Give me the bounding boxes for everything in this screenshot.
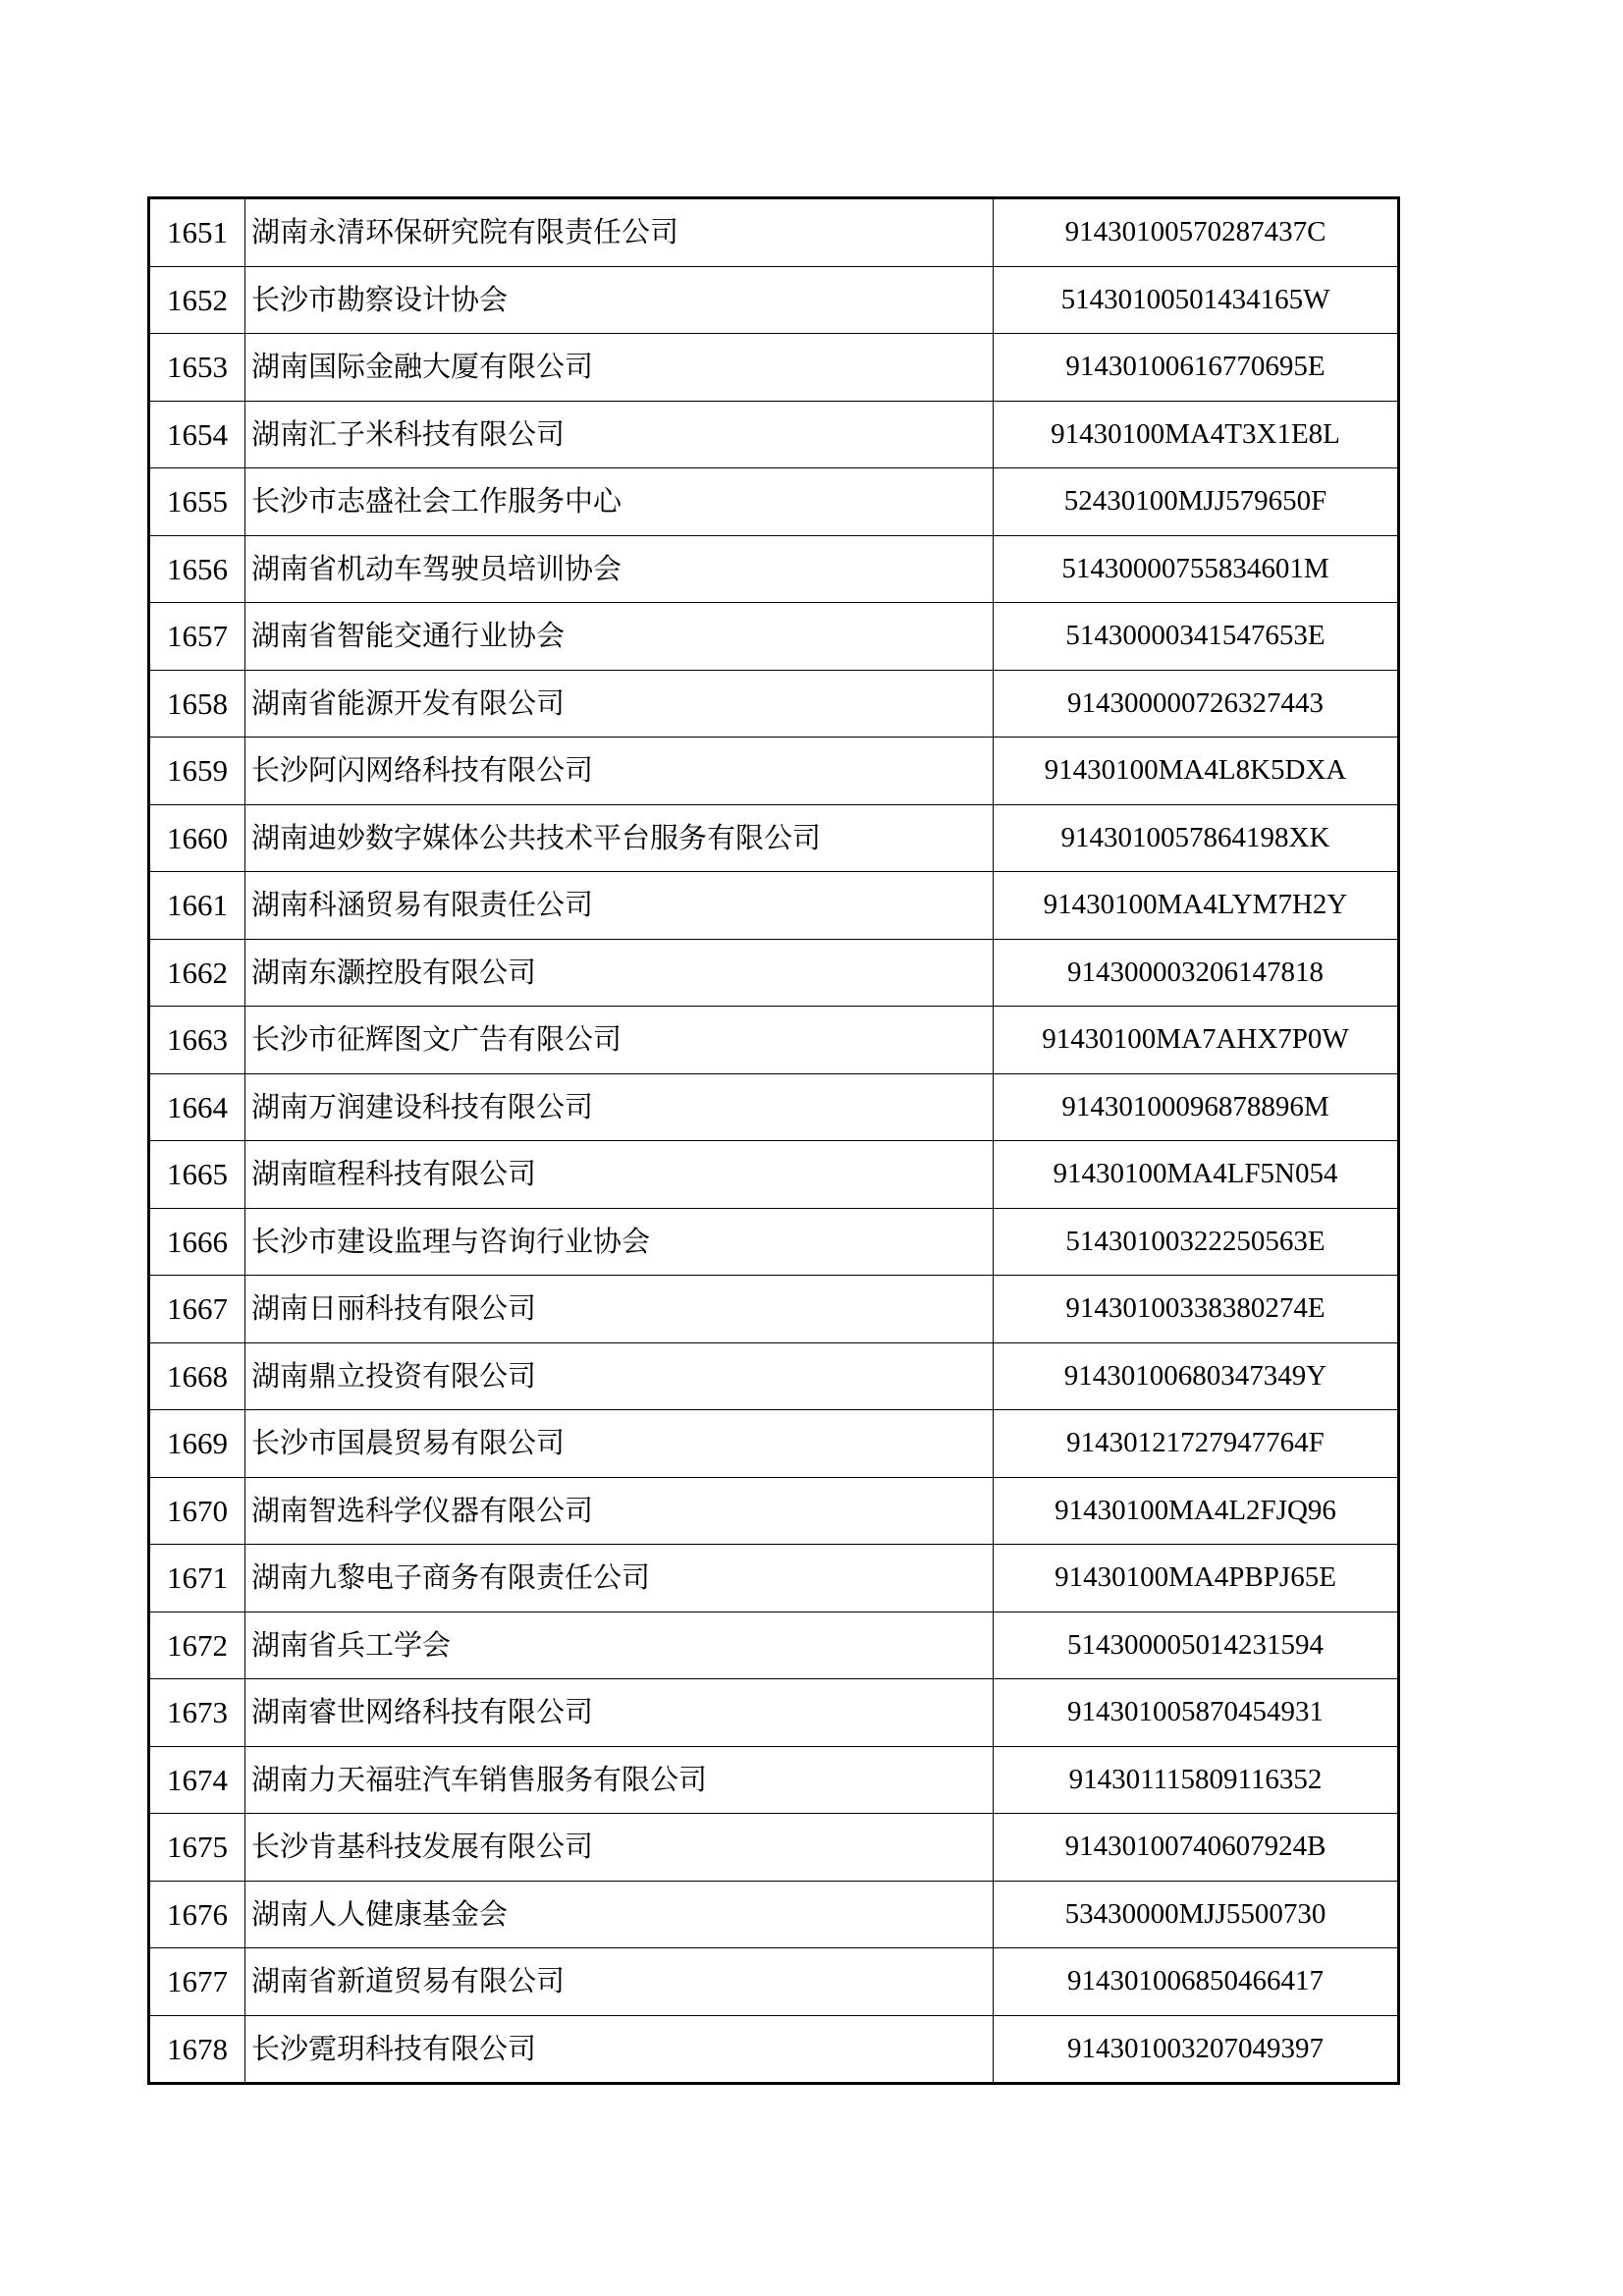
credit-code-cell: 91430100MA4LF5N054 [994,1141,1399,1209]
organization-name-cell: 湖南省机动车驾驶员培训协会 [245,535,994,603]
table-row [149,334,1399,402]
credit-code-cell: 91430100MA4PBPJ65E [994,1545,1399,1613]
row-number-cell: 1673 [149,1679,245,1747]
row-number-cell: 1669 [149,1410,245,1478]
organization-name-cell: 湖南人人健康基金会 [245,1881,994,1948]
organization-name-cell: 长沙阿闪网络科技有限公司 [245,738,994,805]
credit-code-cell: 91430100MA7AHX7P0W [994,1007,1399,1074]
table-row [149,1746,1399,1814]
row-number-cell: 1678 [149,2015,245,2084]
organization-name-cell: 湖南永清环保研究院有限责任公司 [245,198,994,267]
table-row [149,198,1399,267]
credit-code-cell: 914301006850466417 [994,1948,1399,2016]
credit-code-cell: 914301003207049397 [994,2015,1399,2084]
table-row [149,401,1399,468]
organization-name-cell: 长沙市国晨贸易有限公司 [245,1410,994,1478]
organization-name-cell: 湖南国际金融大厦有限公司 [245,334,994,402]
organization-name-cell: 湖南省新道贸易有限公司 [245,1948,994,2016]
credit-code-cell: 91430100740607924B [994,1814,1399,1882]
row-number-cell: 1661 [149,872,245,940]
table-row [149,1477,1399,1545]
row-number-cell: 1674 [149,1746,245,1814]
registry-table-body [149,198,1399,2084]
credit-code-cell: 91430121727947764F [994,1410,1399,1478]
table-row [149,1208,1399,1276]
organization-name-cell: 湖南智选科学仪器有限公司 [245,1477,994,1545]
table-row [149,2015,1399,2084]
organization-name-cell: 长沙市征辉图文广告有限公司 [245,1007,994,1074]
credit-code-cell: 91430100616770695E [994,334,1399,402]
row-number-cell: 1653 [149,334,245,402]
table-row [149,670,1399,738]
organization-name-cell: 湖南省智能交通行业协会 [245,603,994,671]
organization-name-cell: 长沙肯基科技发展有限公司 [245,1814,994,1882]
credit-code-cell: 91430100MA4L2FJQ96 [994,1477,1399,1545]
row-number-cell: 1659 [149,738,245,805]
credit-code-cell: 914300000726327443 [994,670,1399,738]
organization-name-cell: 湖南暄程科技有限公司 [245,1141,994,1209]
row-number-cell: 1654 [149,401,245,468]
organization-name-cell: 湖南九黎电子商务有限责任公司 [245,1545,994,1613]
credit-code-cell: 91430100096878896M [994,1073,1399,1141]
organization-name-cell: 湖南睿世网络科技有限公司 [245,1679,994,1747]
credit-code-cell: 51430100501434165W [994,266,1399,334]
credit-code-cell: 52430100MJJ579650F [994,468,1399,536]
organization-name-cell: 湖南日丽科技有限公司 [245,1276,994,1343]
organization-name-cell: 长沙市志盛社会工作服务中心 [245,468,994,536]
credit-code-cell: 914300003206147818 [994,939,1399,1007]
credit-code-cell: 91430100MA4LYM7H2Y [994,872,1399,940]
table-row [149,1881,1399,1948]
row-number-cell: 1663 [149,1007,245,1074]
row-number-cell: 1651 [149,198,245,267]
organization-name-cell: 长沙霓玥科技有限公司 [245,2015,994,2084]
credit-code-cell: 51430100322250563E [994,1208,1399,1276]
table-row [149,939,1399,1007]
row-number-cell: 1676 [149,1881,245,1948]
row-number-cell: 1668 [149,1342,245,1410]
organization-name-cell: 湖南省能源开发有限公司 [245,670,994,738]
organization-name-cell: 湖南迪妙数字媒体公共技术平台服务有限公司 [245,804,994,872]
table-row [149,535,1399,603]
table-row [149,872,1399,940]
organization-name-cell: 湖南东灏控股有限公司 [245,939,994,1007]
credit-code-cell: 91430100MA4T3X1E8L [994,401,1399,468]
table-row [149,1410,1399,1478]
credit-code-cell: 51430000755834601M [994,535,1399,603]
row-number-cell: 1672 [149,1612,245,1679]
row-number-cell: 1658 [149,670,245,738]
row-number-cell: 1664 [149,1073,245,1141]
row-number-cell: 1665 [149,1141,245,1209]
credit-code-cell: 914301115809116352 [994,1746,1399,1814]
organization-name-cell: 长沙市勘察设计协会 [245,266,994,334]
organization-name-cell: 湖南鼎立投资有限公司 [245,1342,994,1410]
table-row [149,468,1399,536]
row-number-cell: 1656 [149,535,245,603]
row-number-cell: 1677 [149,1948,245,2016]
row-number-cell: 1652 [149,266,245,334]
row-number-cell: 1667 [149,1276,245,1343]
table-row [149,266,1399,334]
credit-code-cell: 91430100680347349Y [994,1342,1399,1410]
organization-name-cell: 湖南汇子米科技有限公司 [245,401,994,468]
table-row [149,1007,1399,1074]
credit-code-cell: 51430000341547653E [994,603,1399,671]
table-row [149,1545,1399,1613]
organization-name-cell: 湖南科涵贸易有限责任公司 [245,872,994,940]
credit-code-cell: 9143010057864198XK [994,804,1399,872]
table-row [149,738,1399,805]
table-row [149,1948,1399,2016]
row-number-cell: 1657 [149,603,245,671]
row-number-cell: 1662 [149,939,245,1007]
row-number-cell: 1660 [149,804,245,872]
registry-table [147,196,1400,2085]
table-row [149,1276,1399,1343]
table-row [149,1612,1399,1679]
table-row [149,1814,1399,1882]
row-number-cell: 1670 [149,1477,245,1545]
credit-code-cell: 91430100338380274E [994,1276,1399,1343]
credit-code-cell: 514300005014231594 [994,1612,1399,1679]
credit-code-cell: 53430000MJJ5500730 [994,1881,1399,1948]
credit-code-cell: 91430100570287437C [994,198,1399,267]
row-number-cell: 1675 [149,1814,245,1882]
row-number-cell: 1666 [149,1208,245,1276]
organization-name-cell: 湖南省兵工学会 [245,1612,994,1679]
organization-name-cell: 湖南万润建设科技有限公司 [245,1073,994,1141]
table-row [149,1342,1399,1410]
row-number-cell: 1671 [149,1545,245,1613]
row-number-cell: 1655 [149,468,245,536]
table-row [149,1073,1399,1141]
credit-code-cell: 914301005870454931 [994,1679,1399,1747]
table-row [149,1679,1399,1747]
organization-name-cell: 湖南力天福驻汽车销售服务有限公司 [245,1746,994,1814]
credit-code-cell: 91430100MA4L8K5DXA [994,738,1399,805]
table-row [149,804,1399,872]
table-row [149,603,1399,671]
organization-name-cell: 长沙市建设监理与咨询行业协会 [245,1208,994,1276]
table-row [149,1141,1399,1209]
